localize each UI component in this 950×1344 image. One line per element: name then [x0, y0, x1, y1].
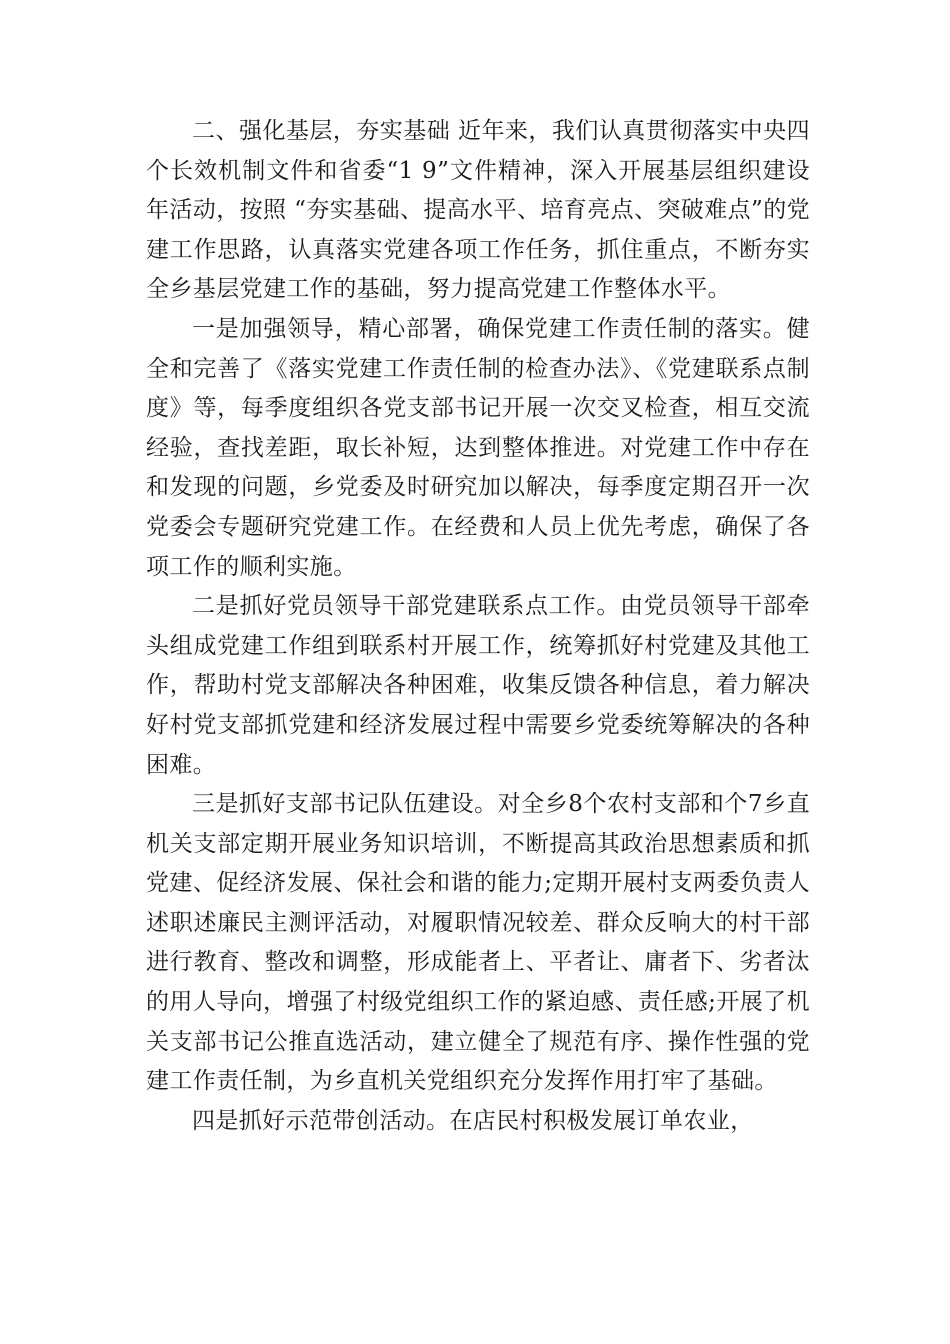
paragraph-point-three: 三是抓好支部书记队伍建设。对全乡8个农村支部和个7乡直机关支部定期开展业务知识培训，不断提高其政治思想素质和抓党建、促经济发展、保社会和谐的能力;定期开展村支两委负责人述职述廉民主测评活动，对履职情况较差、群众反响大的村干部进行教育、整改和调整，形成能者上、平者让、庸者下、劣者汰的用人导向，增强了村级党组织工作的紧迫感、责任感;开展了机关支部书记公推直选活动，建立健全了规范有序、操作性强的党建工作责任制，为乡直机关党组织充分发挥作用打牢了基础。: [146, 791, 810, 1095]
paragraph-point-four: 四是抓好示范带创活动。在店民村积极发展订单农业，: [192, 1107, 754, 1134]
paragraph-point-one: 一是加强领导，精心部署，确保党建工作责任制的落实。健全和完善了《落实党建工作责任制的检查办法》、《党建联系点制度》等，每季度组织各党支部书记开展一次交叉检查，相互交流经验，查找差距，取长补短，达到整体推进。对党建工作中存在和发现的问题，乡党委及时研究加以解决，每季度定期召开一次党委会专题研究党建工作。在经费和人员上优先考虑，确保了各项工作的顺利实施。: [146, 315, 810, 580]
paragraph-point-two: 二是抓好党员领导干部党建联系点工作。由党员领导干部牵头组成党建工作组到联系村开展工作，统筹抓好村党建及其他工作，帮助村党支部解决各种困难，收集反馈各种信息，着力解决好村党支部抓党建和经济发展过程中需要乡党委统筹解决的各种困难。: [146, 593, 810, 778]
document-page: [146, 112, 810, 1141]
paragraph-section-two: 二、强化基层，夯实基础 近年来，我们认真贯彻落实中央四个长效机制文件和省委“1 9”文件精神，深入开展基层组织建设年活动，按照 “夯实基础、提高水平、培育亮点、突破难点”的党建工作思路，认真落实党建各项工作任务，抓住重点，不断夯实全乡基层党建工作的基础，努力提高党建工作整体水平。: [146, 118, 810, 303]
